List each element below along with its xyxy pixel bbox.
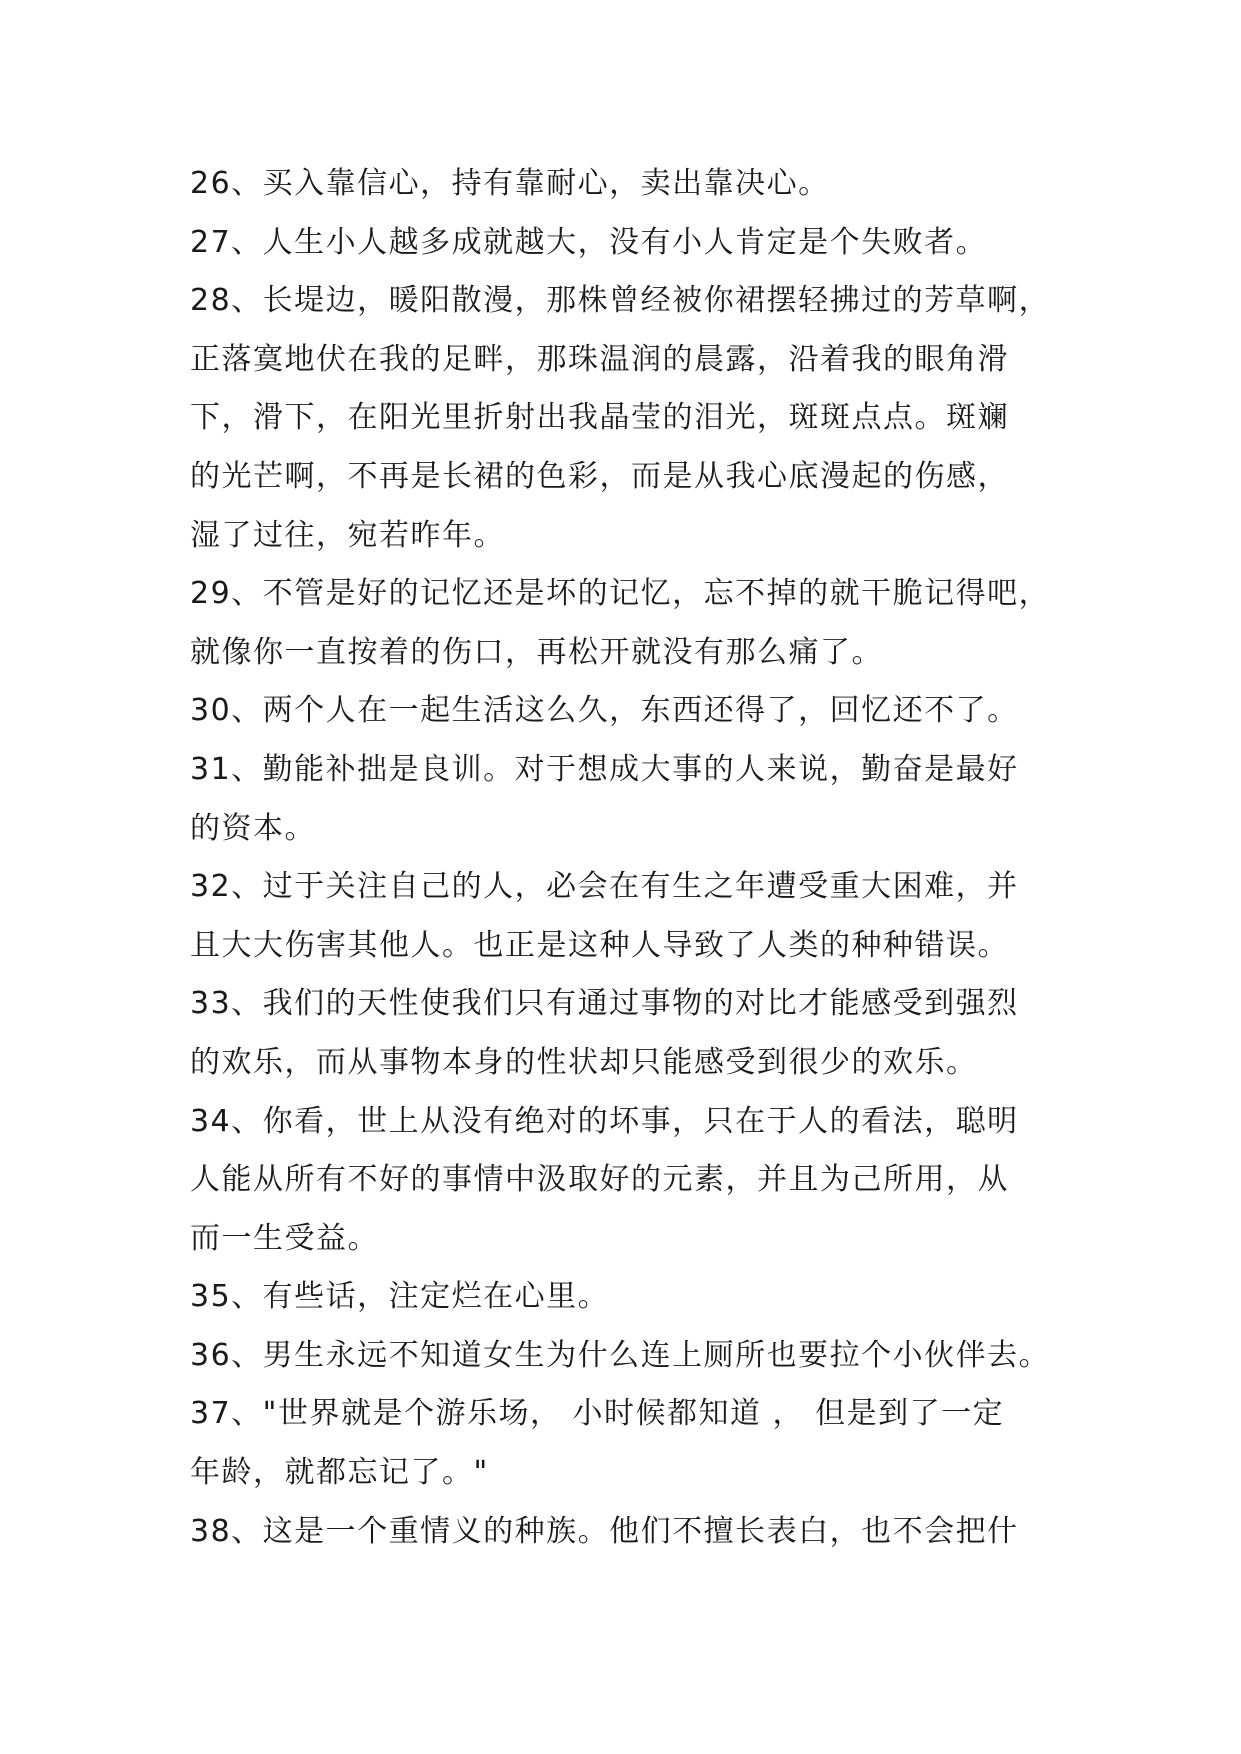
text-line: 37、"世界就是个游乐场， 小时候都知道 ， 但是到了一定 [190, 1396, 1005, 1432]
text-line: 下，滑下，在阳光里折射出我晶莹的泪光，斑斑点点。斑斓 [190, 400, 1009, 436]
text-line: 29、不管是好的记忆还是坏的记忆，忘不掉的就干脆记得吧， [190, 576, 1051, 612]
text-line: 36、男生永远不知道女生为什么连上厕所也要拉个小伙伴去。 [190, 1337, 1051, 1373]
text-body [190, 155, 1070, 1561]
text-line: 38、这是一个重情义的种族。他们不擅长表白，也不会把什 [190, 1513, 1019, 1549]
text-line: 的资本。 [190, 810, 316, 846]
text-line: 湿了过往，宛若昨年。 [190, 517, 505, 553]
text-line: 33、我们的天性使我们只有通过事物的对比才能感受到强烈 [190, 986, 1019, 1022]
text-line: 就像你一直按着的伤口，再松开就没有那么痛了。 [190, 634, 883, 670]
text-line: 年龄，就都忘记了。" [190, 1455, 489, 1491]
text-line: 32、过于关注自己的人，必会在有生之年遭受重大困难，并 [190, 869, 1019, 905]
text-line: 30、两个人在一起生活这么久，东西还得了，回忆还不了。 [190, 693, 1019, 729]
text-line: 的欢乐，而从事物本身的性状却只能感受到很少的欢乐。 [190, 1044, 978, 1080]
text-line: 正落寞地伏在我的足畔，那珠温润的晨露，沿着我的眼角滑 [190, 341, 1009, 377]
text-line: 27、人生小人越多成就越大，没有小人肯定是个失败者。 [190, 224, 988, 260]
text-line: 人能从所有不好的事情中汲取好的元素，并且为己所用，从 [190, 1162, 1009, 1198]
text-line: 且大大伤害其他人。也正是这种人导致了人类的种种错误。 [190, 927, 1009, 963]
text-line: 28、长堤边，暖阳散漫，那株曾经被你裙摆轻拂过的芳草啊， [190, 283, 1051, 319]
text-line: 35、有些话，注定烂在心里。 [190, 1279, 610, 1315]
text-line: 而一生受益。 [190, 1220, 379, 1256]
text-line: 26、买入靠信心，持有靠耐心，卖出靠决心。 [190, 166, 830, 201]
text-line: 31、勤能补拙是良训。对于想成大事的人来说，勤奋是最好 [190, 751, 1019, 787]
text-line: 的光芒啊，不再是长裙的色彩，而是从我心底漫起的伤感， [190, 458, 1009, 494]
text-line: 34、你看，世上从没有绝对的坏事，只在于人的看法，聪明 [190, 1103, 1019, 1139]
